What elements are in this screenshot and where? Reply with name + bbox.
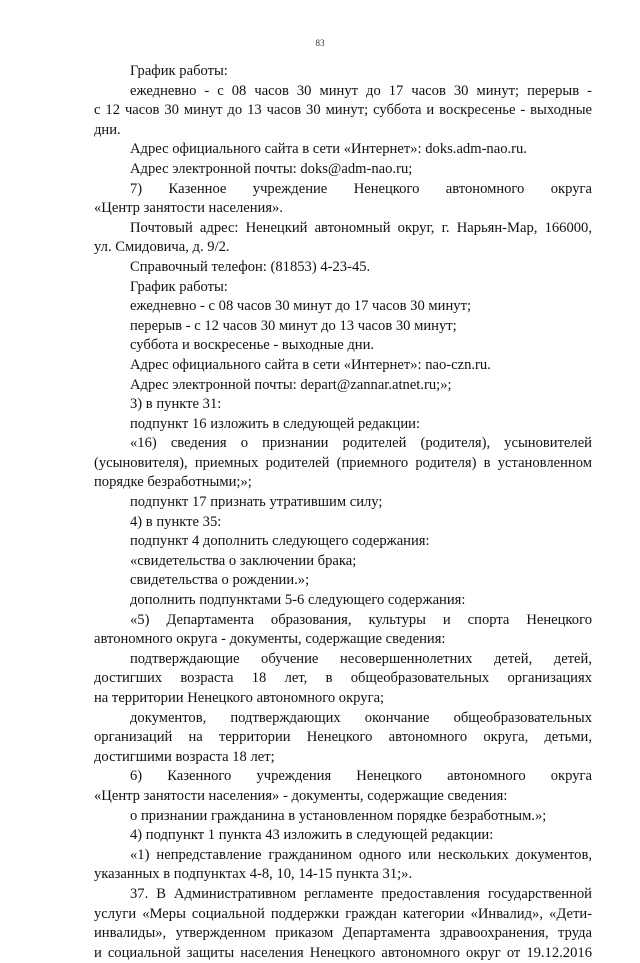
text-line: на территории Ненецкого автономного округа; xyxy=(94,690,385,706)
text-line: подпункт 4 дополнить следующего содержания: xyxy=(130,533,430,550)
text-line: 3) в пункте 31: xyxy=(130,396,222,413)
text-line: 37. В Административном регламенте предоставления государственной xyxy=(130,885,592,902)
text-line: дополнить подпунктами 5-6 следующего содержания: xyxy=(130,592,466,609)
text-line: порядке безработными;»; xyxy=(94,474,252,491)
text-line: достигшими возраста 18 лет; xyxy=(94,748,275,765)
text-line: «1) непредставление гражданином одного или нескольких документов, xyxy=(130,846,592,863)
text-line: Адрес официального сайта в сети «Интернет»: nao-czn.ru. xyxy=(130,356,491,373)
text-line: суббота и воскресенье - выходные дни. xyxy=(130,337,375,354)
text-line: Справочный телефон: (81853) 4-23-45. xyxy=(130,258,371,275)
text-line: о признании гражданина в установленном порядке безработным.»; xyxy=(130,807,547,824)
text-line: услуги «Меры социальной поддержки граждан категории «Инвалид», «Дети- xyxy=(94,905,592,922)
text-line: дни. xyxy=(94,121,121,138)
text-line: с 12 часов 30 минут до 13 часов 30 минут; суббота и воскресенье - выходные xyxy=(94,102,592,119)
text-line: и социальной защиты населения Ненецкого автономного округ от 19.12.2016 xyxy=(94,944,592,961)
text-line: 7) Казенное учреждение Ненецкого автономного округа xyxy=(130,180,592,197)
text-line: указанных в подпунктах 4-8, 10, 14-15 пункта 31;». xyxy=(94,866,413,883)
text-line: подпункт 17 признать утратившим силу; xyxy=(130,494,383,511)
text-line: организаций на территории Ненецкого автономного округа, детьми, xyxy=(94,729,592,746)
text-line: Адрес официального сайта в сети «Интернет»: doks.adm-nao.ru. xyxy=(130,141,527,158)
document-body xyxy=(94,62,592,963)
text-line: «5) Департамента образования, культуры и спорта Ненецкого xyxy=(130,611,592,628)
text-line: (усыновителя), приемных родителей (приемного родителя) в установленном xyxy=(94,454,592,471)
text-line: подтверждающие обучение несовершеннолетних детей, детей, xyxy=(130,650,592,667)
text-line: Адрес электронной почты: depart@zannar.atnet.ru;»; xyxy=(130,376,452,393)
text-line: «свидетельства о заключении брака; xyxy=(130,552,357,569)
text-line: перерыв - с 12 часов 30 минут до 13 часов 30 минут; xyxy=(130,317,457,334)
text-line: Почтовый адрес: Ненецкий автономный округ, г. Нарьян-Мар, 166000, xyxy=(130,219,592,236)
text-line: График работы: xyxy=(130,63,228,79)
text-line: ежедневно - с 08 часов 30 минут до 17 часов 30 минут; перерыв - xyxy=(130,82,592,99)
text-line: подпункт 16 изложить в следующей редакции: xyxy=(130,415,421,432)
text-line: инвалиды», утвержденном приказом Департамента здравоохранения, труда xyxy=(94,925,592,942)
text-line: ул. Смидовича, д. 9/2. xyxy=(94,239,230,256)
text-line: 4) подпункт 1 пункта 43 изложить в следующей редакции: xyxy=(130,827,494,844)
text-line: График работы: xyxy=(130,278,228,295)
text-line: 6) Казенного учреждения Ненецкого автономного округа xyxy=(130,768,592,785)
text-line: автономного округа - документы, содержащие сведения: xyxy=(94,631,446,648)
text-line: ежедневно - с 08 часов 30 минут до 17 часов 30 минут; xyxy=(130,298,472,315)
text-line: «Центр занятости населения» - документы, содержащие сведения: xyxy=(94,787,508,804)
text-line: 4) в пункте 35: xyxy=(130,513,222,530)
text-line: Адрес электронной почты: doks@adm-nao.ru; xyxy=(130,160,413,177)
text-line: документов, подтверждающих окончание общеобразовательных xyxy=(130,709,592,726)
text-line: достигших возраста 18 лет, в общеобразовательных организациях xyxy=(94,670,592,687)
page-number: 83 xyxy=(315,38,325,48)
text-line: свидетельства о рождении.»; xyxy=(130,572,310,589)
text-line: «16) сведения о признании родителей (родителя), усыновителей xyxy=(130,435,592,452)
text-line: «Центр занятости населения». xyxy=(94,200,284,217)
